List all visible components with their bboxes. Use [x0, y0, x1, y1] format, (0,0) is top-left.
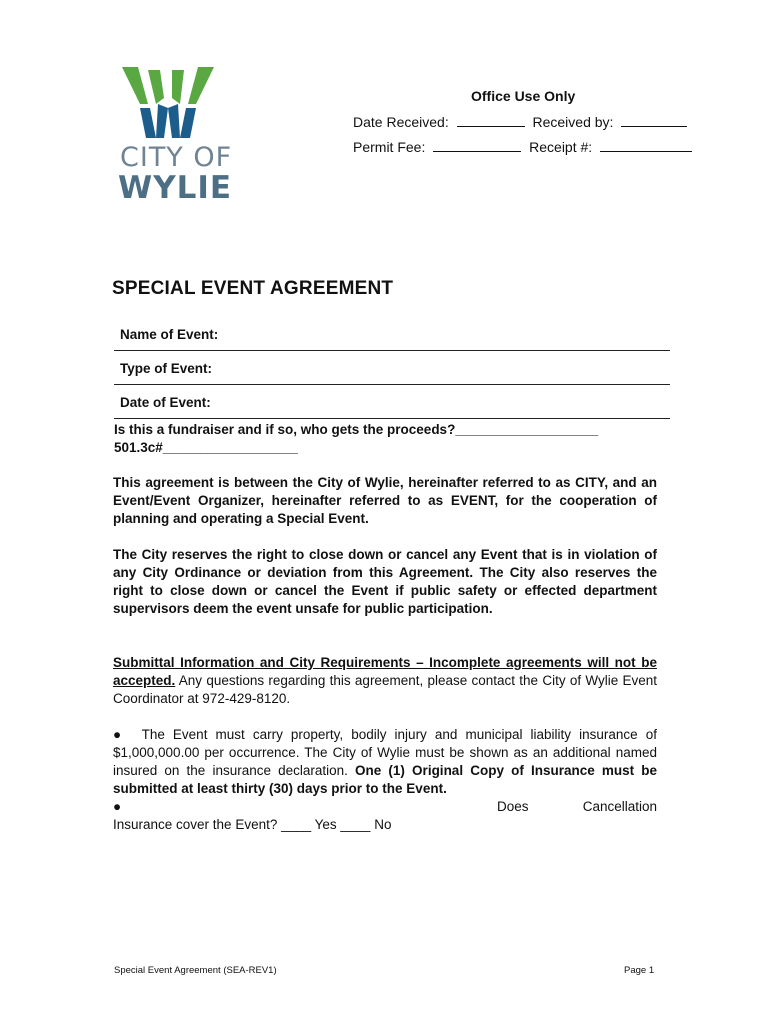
receipt-field[interactable] — [600, 139, 692, 152]
fundraiser-question: Is this a fundraiser and if so, who gets the proceeds?___________________ — [114, 422, 598, 437]
submittal-paragraph — [113, 654, 657, 708]
name-of-event-field[interactable] — [114, 326, 670, 351]
cancellation-line1 — [113, 798, 657, 816]
cancellation-line2: Insurance cover the Event? ____ Yes ____ No — [113, 817, 392, 832]
office-row-fee — [353, 139, 692, 155]
date-received-field[interactable] — [457, 114, 525, 127]
submittal-text: Any questions regarding this agreement, please contact the City of Wylie Event Coordinator at 972-429-8120. — [113, 673, 657, 706]
cancellation-word: Cancellation — [582, 799, 657, 814]
footer-form-id: Special Event Agreement (SEA-REV1) — [114, 965, 277, 976]
logo-text-city-of: CITY OF — [120, 142, 233, 173]
bullet-icon: ● — [113, 799, 122, 814]
rights-paragraph: The City reserves the right to close down or cancel any Event that is in violation of any City Ordinance or deviation from this Agreement. The City also reserves the right to close down or cancel the Event if public safety or effected department supervisors deem the event unsafe for public participation. — [113, 547, 657, 616]
received-by-field[interactable] — [621, 114, 687, 127]
submittal-heading: Submittal Information and City Requirements – Incomplete agreements will not be accepted. — [113, 655, 657, 688]
document-title: SPECIAL EVENT AGREEMENT — [112, 278, 394, 299]
insurance-paragraph — [113, 726, 657, 798]
name-of-event-label: Name of Event: — [120, 327, 219, 342]
permit-fee-field[interactable] — [433, 139, 521, 152]
date-of-event-label: Date of Event: — [120, 395, 211, 410]
type-of-event-label: Type of Event: — [120, 361, 213, 376]
receipt-label: Receipt #: — [529, 139, 593, 155]
insurance-text: The Event must carry property, bodily injury and municipal liability insurance of $1,000,000.00 per occurrence. The City of Wylie must be shown as an additional named insured on the insurance declaration. — [113, 727, 657, 778]
city-of-wylie-logo — [112, 64, 232, 209]
cancellation-does: Does — [497, 799, 529, 814]
date-of-event-field[interactable] — [114, 394, 670, 419]
office-row-date — [353, 114, 687, 130]
insurance-requirement: One (1) Original Copy of Insurance must be submitted at least thirty (30) days prior to the Event. — [113, 763, 657, 796]
received-by-label: Received by: — [532, 114, 614, 130]
agreement-paragraph: This agreement is between the City of Wylie, hereinafter referred to as CITY, and an Event/Event Organizer, hereinafter referred to as EVENT, for the cooperation of planning and operating a Special Event. — [113, 475, 657, 526]
bullet-icon: ● — [113, 727, 126, 742]
footer-page-number: Page 1 — [624, 965, 655, 976]
date-received-label: Date Received: — [353, 114, 449, 130]
wylie-w-logo-icon — [118, 64, 218, 144]
permit-fee-label: Permit Fee: — [353, 139, 426, 155]
logo-text-wylie: WYLIE — [118, 170, 233, 206]
type-of-event-field[interactable] — [114, 360, 670, 385]
501c-question: 501.3c#__________________ — [114, 440, 298, 455]
office-use-title: Office Use Only — [471, 88, 576, 104]
